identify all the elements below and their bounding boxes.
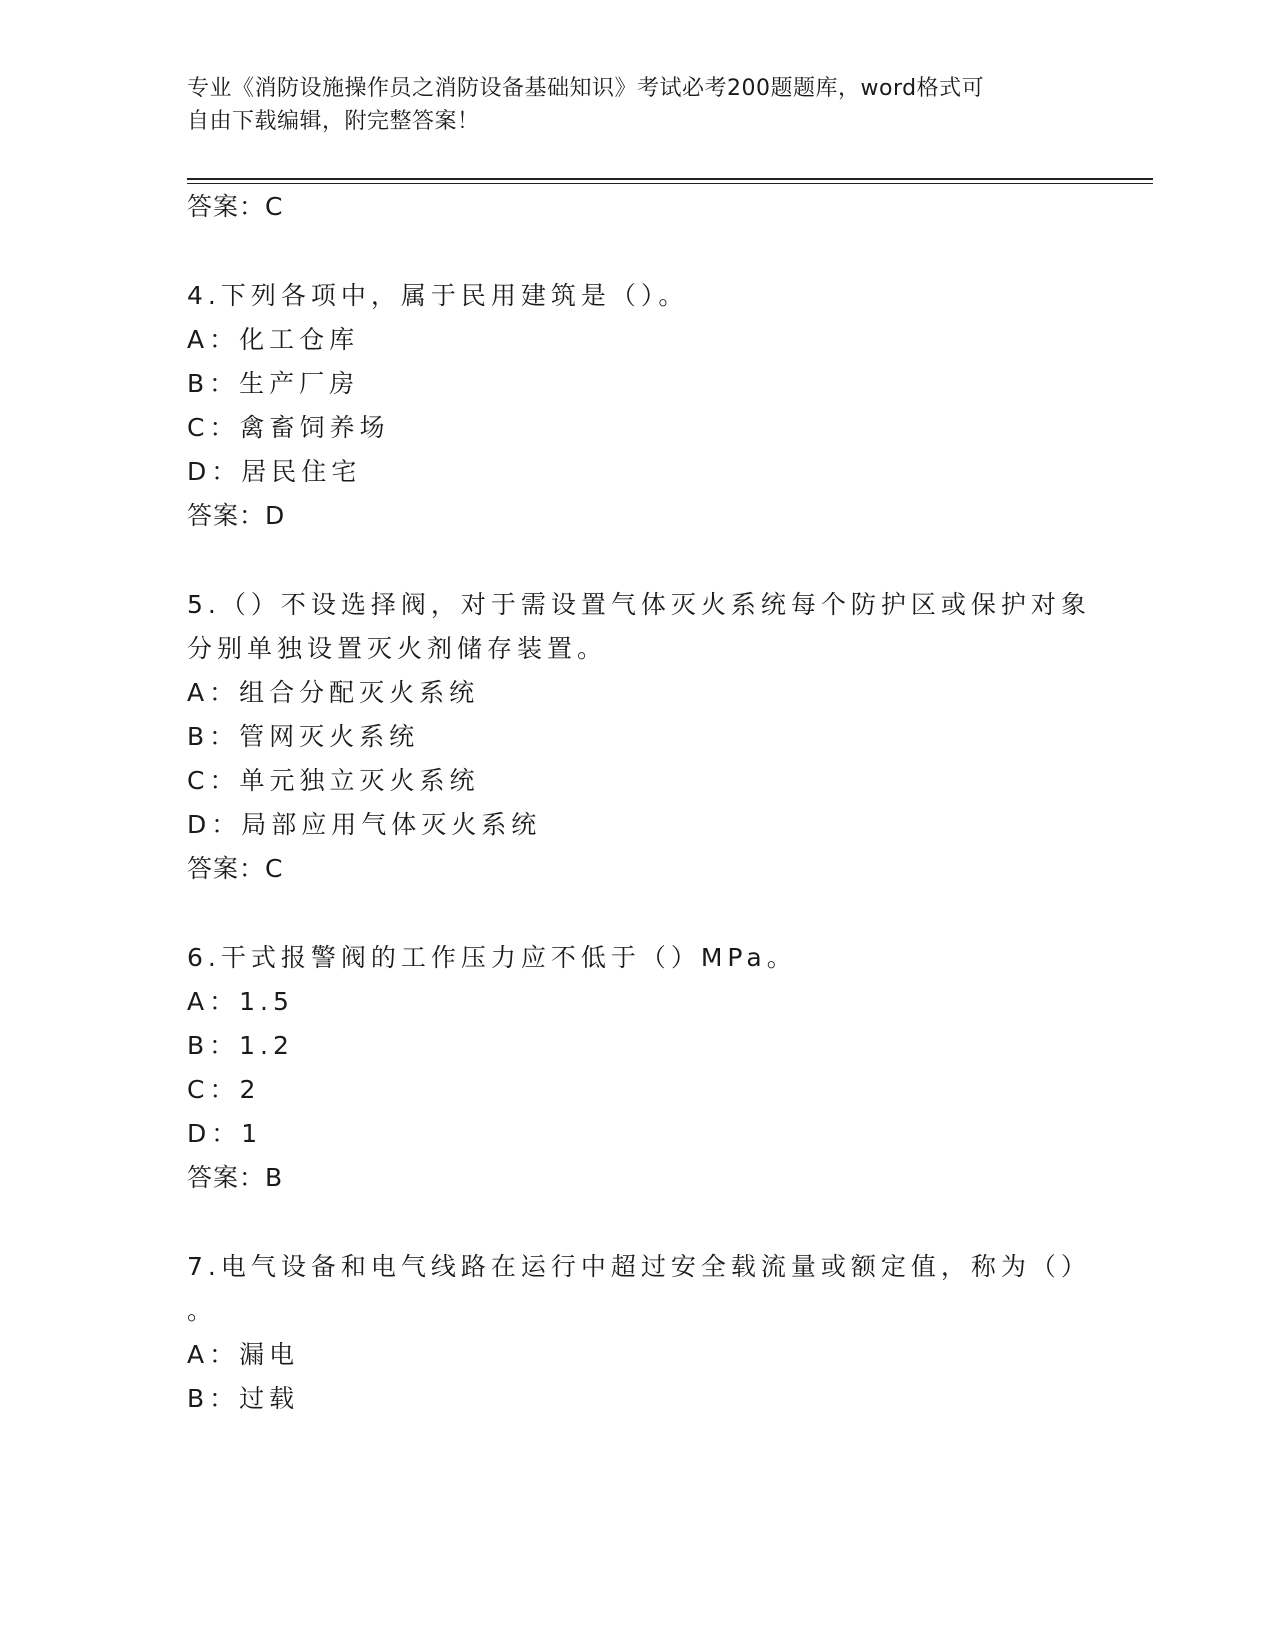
q5-option-c: C：单元独立灭火系统 — [187, 766, 480, 795]
q6-option-b: B：1.2 — [187, 1031, 294, 1060]
q6-option-c: C：2 — [187, 1075, 261, 1104]
document-header — [187, 72, 1087, 138]
q4-option-a: A：化工仓库 — [187, 325, 360, 354]
answer-q6: 答案：B — [187, 1163, 284, 1192]
question-7-line-2: 。 — [187, 1296, 218, 1325]
question-7-line-1: 7.电气设备和电气线路在运行中超过安全载流量或额定值，称为（） — [187, 1252, 1091, 1281]
header-divider-thin — [187, 183, 1153, 184]
q5-option-d: D：局部应用气体灭火系统 — [187, 810, 542, 839]
question-5-line-2: 分别单独设置灭火剂储存装置。 — [187, 634, 608, 663]
answer-q5: 答案：C — [187, 854, 284, 883]
q7-option-a: A：漏电 — [187, 1340, 300, 1369]
header-divider-thick — [187, 178, 1153, 180]
question-5-line-1: 5.（）不设选择阀，对于需设置气体灭火系统每个防护区或保护对象 — [187, 590, 1091, 619]
q4-option-d: D：居民住宅 — [187, 457, 362, 486]
question-6: 6.干式报警阀的工作压力应不低于（）MPa。 — [187, 943, 797, 972]
answer-q3: 答案：C — [187, 192, 284, 221]
q4-option-b: B：生产厂房 — [187, 369, 360, 398]
q6-option-d: D：1 — [187, 1119, 263, 1148]
q7-option-b: B：过载 — [187, 1384, 300, 1413]
question-4: 4.下列各项中，属于民用建筑是（）。 — [187, 281, 689, 310]
header-line-1: 专业《消防设施操作员之消防设备基础知识》考试必考200题题库，word格式可 — [187, 76, 985, 101]
q5-option-a: A：组合分配灭火系统 — [187, 678, 480, 707]
header-line-2: 自由下载编辑，附完整答案！ — [187, 109, 480, 134]
q4-option-c: C：禽畜饲养场 — [187, 413, 390, 442]
q6-option-a: A：1.5 — [187, 987, 294, 1016]
q5-option-b: B：管网灭火系统 — [187, 722, 420, 751]
answer-q4: 答案：D — [187, 501, 286, 530]
